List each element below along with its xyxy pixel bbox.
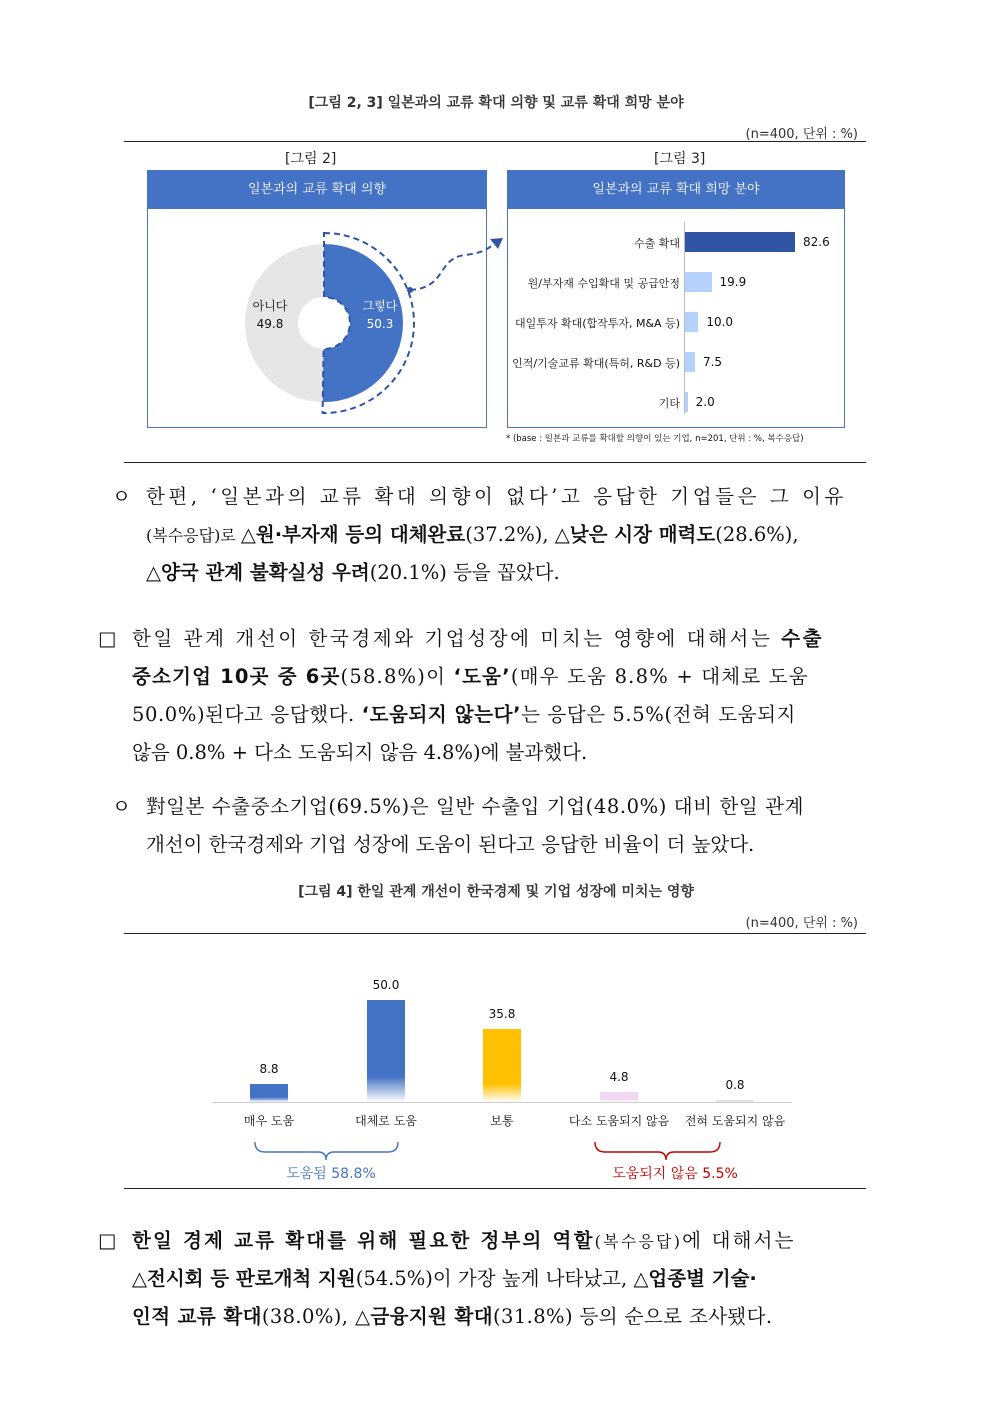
hbar-category-label: 대일투자 확대(합작투자, M&A 등) xyxy=(514,317,680,330)
p2-l1b: 수출 xyxy=(781,627,825,650)
p2-l3b: ‘도움되지 않는다’ xyxy=(361,703,522,726)
p4-bullet: □ xyxy=(98,1229,117,1252)
p1-l2e: (28.6%), xyxy=(715,523,799,546)
hbar-category-label: 원/부자재 수입확대 및 공급안정 xyxy=(527,277,680,290)
p3-line-2: 개선이 한국경제와 기업 성장에 도움이 된다고 응답한 비율이 더 높았다. xyxy=(146,833,755,856)
hbar-category-label: 인적/기술교류 확대(특허, R&D 등) xyxy=(512,357,680,370)
p2-l3c: 는 응답은 5.5%(전혀 도움되지 xyxy=(521,703,796,726)
brace-not-helpful xyxy=(595,1142,720,1160)
p1-line-3 xyxy=(146,554,560,592)
p4-l3d: (31.8%) 등의 순으로 조사됐다. xyxy=(493,1305,773,1328)
p4-l1a: 한일 경제 교류 확대를 위해 필요한 정부의 역할 xyxy=(132,1229,595,1252)
vbar-category-label: 대체로 도움 xyxy=(355,1114,417,1128)
hbar-value-label: 10.0 xyxy=(706,315,734,329)
vbar-value-label: 50.0 xyxy=(372,978,400,992)
p2-line-4: 않음 0.8% + 다소 도움되지 않음 4.8%)에 불과했다. xyxy=(132,741,588,764)
figure-3-note: * (base : 일본과 교류를 확대할 의향이 있는 기업, n=201, 단위 : %, 복수응답) xyxy=(506,434,804,444)
group-label-helpful: 도움됨 58.8% xyxy=(286,1166,376,1182)
figure-4-unit: (n=400, 단위 : %) xyxy=(745,916,858,931)
p2-line-3 xyxy=(132,696,796,734)
mid-rule-1 xyxy=(124,462,866,463)
hbar-value-label: 19.9 xyxy=(719,275,747,289)
connector-arrow xyxy=(410,243,495,290)
donut-label-no xyxy=(245,297,295,333)
vbar-bar xyxy=(367,1000,405,1102)
p2-l2c: ‘도움’ xyxy=(453,665,511,688)
hbar-bar xyxy=(685,392,688,412)
p4-line-2 xyxy=(132,1260,757,1298)
p1-bullet: ㅇ xyxy=(112,485,131,508)
brace-helpful xyxy=(255,1142,398,1160)
p1-line-1: 한편, ‘일본과의 교류 확대 의향이 없다’고 응답한 기업들은 그 이유 xyxy=(146,485,847,508)
p4-l1b: (복수응답) xyxy=(594,1232,683,1251)
p4-l2c: △업종별 기술· xyxy=(633,1267,757,1290)
vbar-bar xyxy=(483,1029,521,1102)
figure-4-title: [그림 4] 한일 관계 개선이 한국경제 및 기업 성장에 미치는 영향 xyxy=(298,884,694,900)
p2-l1a: 한일 관계 개선이 한국경제와 기업성장에 미치는 영향에 대해서는 xyxy=(132,627,782,650)
p2-line-2 xyxy=(132,658,809,696)
figure-3-header: 일본과의 교류 확대 희망 분야 xyxy=(508,171,844,209)
p4-l3a: 인적 교류 확대 xyxy=(132,1305,262,1328)
top-rule xyxy=(124,141,866,142)
hbar-category-label: 수출 확대 xyxy=(633,237,680,250)
donut-label-no-value: 49.8 xyxy=(256,317,284,331)
vbar-value-label: 8.8 xyxy=(259,1062,279,1077)
fig4-top-rule xyxy=(124,933,866,934)
p2-l3a: 50.0%)된다고 응답했다. xyxy=(132,703,362,726)
p4-l3b: (38.0%), xyxy=(261,1305,355,1328)
p1-l2c: (37.2%), xyxy=(465,523,555,546)
donut-label-yes-name: 그렇다 xyxy=(362,299,398,313)
figure-2-header: 일본과의 교류 확대 의향 xyxy=(148,171,486,209)
figure-2-3-unit: (n=400, 단위 : %) xyxy=(745,127,858,142)
vbar-bar xyxy=(250,1084,288,1102)
p2-l2b: (58.8%)이 xyxy=(340,665,454,688)
vbar-baseline xyxy=(212,1102,792,1103)
vbar-bar xyxy=(600,1092,638,1102)
connector-arrowhead-icon xyxy=(490,238,503,249)
p1-l2b: △원·부자재 등의 대체완료 xyxy=(240,523,466,546)
vbar-value-label: 4.8 xyxy=(609,1070,629,1085)
connector-dot xyxy=(407,287,413,293)
donut-label-no-name: 아니다 xyxy=(252,299,288,313)
p2-l2d: (매우 도움 8.8% + 대체로 도움 xyxy=(510,665,809,688)
vbar-category-label: 전혀 도움되지 않음 xyxy=(684,1114,786,1128)
hbar-value-label: 82.6 xyxy=(803,235,830,249)
p1-l2a: (복수응답)로 xyxy=(146,526,241,545)
hbar-bar xyxy=(685,352,695,372)
p2-line-1 xyxy=(132,620,824,658)
p3-bullet: ㅇ xyxy=(112,795,131,818)
p1-l3a: △양국 관계 불확실성 우려 xyxy=(146,561,370,584)
vbar-category-label: 보통 xyxy=(490,1114,514,1128)
p4-line-1 xyxy=(132,1222,796,1261)
p2-bullet: □ xyxy=(98,627,117,650)
hbar-value-label: 2.0 xyxy=(695,395,715,409)
vbar-value-label: 0.8 xyxy=(725,1078,745,1092)
p1-l3b: (20.1%) 등을 꼽았다. xyxy=(369,561,560,584)
p4-l2b: (54.5%)이 가장 높게 나타났고, xyxy=(355,1267,634,1290)
group-label-not-helpful: 도움되지 않음 5.5% xyxy=(612,1166,738,1182)
donut-label-yes-value: 50.3 xyxy=(366,317,394,331)
p4-l3c: △금융지원 확대 xyxy=(354,1305,493,1328)
p4-line-3 xyxy=(132,1298,773,1336)
figure-3-label: [그림 3] xyxy=(654,151,706,167)
figure-2-3-title: [그림 2, 3] 일본과의 교류 확대 의향 및 교류 확대 희망 분야 xyxy=(308,95,684,111)
p4-l1c: 에 대해서는 xyxy=(682,1229,796,1252)
vbar-bar xyxy=(716,1100,754,1102)
vbar-category-label: 매우 도움 xyxy=(243,1114,295,1128)
donut-label-yes xyxy=(355,297,405,333)
hbar-bar xyxy=(685,232,795,252)
p1-line-2 xyxy=(146,516,799,555)
hbar-bar xyxy=(685,312,698,332)
group-braces xyxy=(250,1140,770,1164)
p1-l2d: △낮은 시장 매력도 xyxy=(554,523,716,546)
hbar-category-label: 기타 xyxy=(658,397,680,410)
p4-l2a: △전시회 등 판로개척 지원 xyxy=(132,1267,356,1290)
vbar-category-label: 다소 도움되지 않음 xyxy=(568,1114,670,1128)
p2-l2a: 중소기업 10곳 중 6곳 xyxy=(132,665,341,688)
fig4-bottom-rule xyxy=(124,1188,866,1189)
hbar-value-label: 7.5 xyxy=(702,355,723,369)
vbar-value-label: 35.8 xyxy=(488,1006,516,1021)
figure-2-label: [그림 2] xyxy=(285,151,337,167)
hbar-bar xyxy=(685,272,712,292)
p3-line-1: 對일본 수출중소기업(69.5%)은 일반 수출입 기업(48.0%) 대비 한일 관계 xyxy=(146,795,805,818)
